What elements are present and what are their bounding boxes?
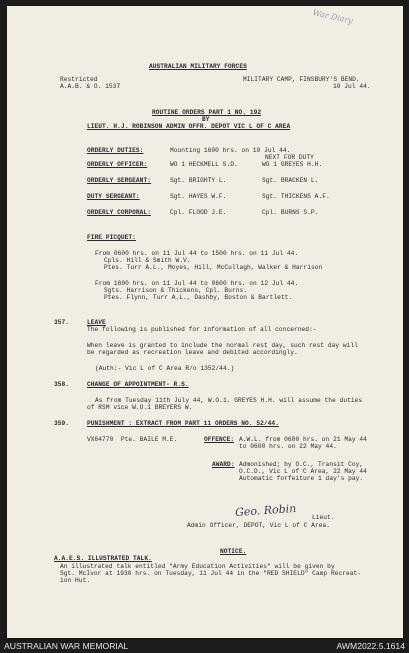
duty-label: ORDERLY CORPORAL: (87, 209, 151, 216)
fire-line: Sgts. Harrison & Thickens, Cpl. Burns. (104, 287, 247, 294)
fire-picquet-label: FIRE PICQUET: (87, 234, 136, 241)
duty-label: DUTY SERGEANT: (87, 193, 140, 200)
item-text: When leave is granted to include the normal rest day, such rest day will (87, 342, 358, 349)
item-heading: CHANGE OF APPOINTMENT- R.S. (87, 381, 189, 388)
footer-accession: AWM2022.5.1614 (336, 641, 405, 651)
duty-name: Sgt. BRIGHTY L. (170, 177, 227, 184)
item-text: (Auth:- Vic L of C Area R/o 1352/44.) (95, 365, 235, 372)
notice-text: Sgt. McIvor at 1930 hrs. on Tuesday, 11 Jul 44 in the "RED SHIELD" Camp Recreat- (60, 570, 362, 577)
fire-line: Ptes. Flynn, Turr A.L., Dashby, Boston & Bartlett. (104, 294, 293, 301)
duty-name: Mounting 1600 hrs. on 10 Jul 44. (170, 147, 291, 154)
signature-rank: Lieut. (312, 514, 335, 521)
duty-label: ORDERLY DUTIES: (87, 147, 144, 154)
fire-line: From 0600 hrs. on 11 Jul 44 to 1500 hrs. on 11 Jul 44. (95, 250, 299, 257)
orders-title: ROUTINE ORDERS PART 1 NO. 192 (152, 109, 262, 116)
item-text: of RSM vice W.O.1 BREYERS W. (87, 404, 193, 411)
fire-line: From 1600 hrs. on 11 Jul 44 to 0600 hrs. on 12 Jul 44. (95, 280, 299, 287)
duty-next: WO 1 GREYES H.H. (262, 161, 323, 168)
notice-text: ion Hut. (60, 577, 91, 584)
signature: Geo. Robin (234, 501, 297, 520)
item-number: 358. (54, 381, 70, 388)
duty-name: WO 1 HECKMELL S.D. (170, 161, 238, 168)
item-text: The following is published for information of all concerned:- (87, 326, 317, 333)
classification: Restricted (60, 76, 98, 83)
award-text: O.C.D., Vic L of C Area, 22 May 44 (239, 468, 367, 475)
item-heading: LEAVE (87, 319, 106, 326)
footer-institution: AUSTRALIAN WAR MEMORIAL (4, 641, 129, 651)
next-for-duty-header: NEXT FOR DUTY (265, 154, 314, 161)
document-page (7, 6, 403, 638)
offence-text: to 0600 hrs. on 22 May 44. (239, 443, 337, 450)
duty-next: Sgt. THICKENS A.F. (262, 193, 330, 200)
award-label: AWARD: (212, 461, 235, 468)
duty-label: ORDERLY OFFICER: (87, 161, 148, 168)
award-text: Automatic forfeiture 1 day's pay. (239, 475, 364, 482)
item-number: 359. (54, 420, 70, 427)
punishment-member: VX64770 Pte. BAILE M.E. (87, 436, 178, 443)
item-text: As from Tuesday 11th July 44, W.O.1. GREYES H.H. will assume the duties (95, 397, 363, 404)
item-text: be regarded as recreation leave and debited accordingly. (87, 349, 298, 356)
item-heading: PUNISHMENT : EXTRACT FROM PART 11 ORDERS NO. 52/44. (87, 420, 279, 427)
award-text: Admonished; by O.C., Transit Coy, (239, 461, 364, 468)
offence-text: A.W.L. from 0600 hrs. on 21 May 44 (239, 436, 367, 443)
notice-item-heading: A.A.E.S. ILLUSTRATED TALK. (54, 555, 152, 562)
orders-title-officer: LIEUT. H.J. ROBINSON ADMIN OFFR. DEPOT VIC L OF C AREA (87, 123, 291, 130)
notice-label: NOTICE. (220, 548, 247, 555)
form-reference: A.A.B. & O. 1537 (60, 83, 121, 90)
duty-name: Cpl. FLOOD J.E. (170, 209, 227, 216)
orders-title-by: BY (202, 116, 210, 123)
war-diary-stamp: War Diary (311, 8, 354, 26)
offence-label: OFFENCE: (204, 436, 235, 443)
camp-location: MILITARY CAMP, FINSBURY'S BEND. (243, 76, 360, 83)
fire-line: Ptes. Turr A.L., Moyes, Hill, McCullagh, Walker & Harrison (104, 264, 323, 271)
item-number: 357. (54, 319, 70, 326)
duty-label: ORDERLY SERGEANT: (87, 177, 151, 184)
duty-next: Cpl. BURNS S.P. (262, 209, 319, 216)
fire-line: Cpls. Hill & Smith W.V. (104, 257, 191, 264)
doc-heading: AUSTRALIAN MILITARY FORCES (149, 63, 247, 70)
signature-title: Admin Officer, DEPOT, Vic L of C Area. (187, 522, 330, 529)
duty-next: Sgt. BRACKEN L. (262, 177, 319, 184)
duty-name: Sgt. HAYES W.F. (170, 193, 227, 200)
order-date: 10 Jul 44. (333, 83, 371, 90)
notice-text: An illustrated talk entitled "Army Education Activities" will be given by (60, 563, 335, 570)
